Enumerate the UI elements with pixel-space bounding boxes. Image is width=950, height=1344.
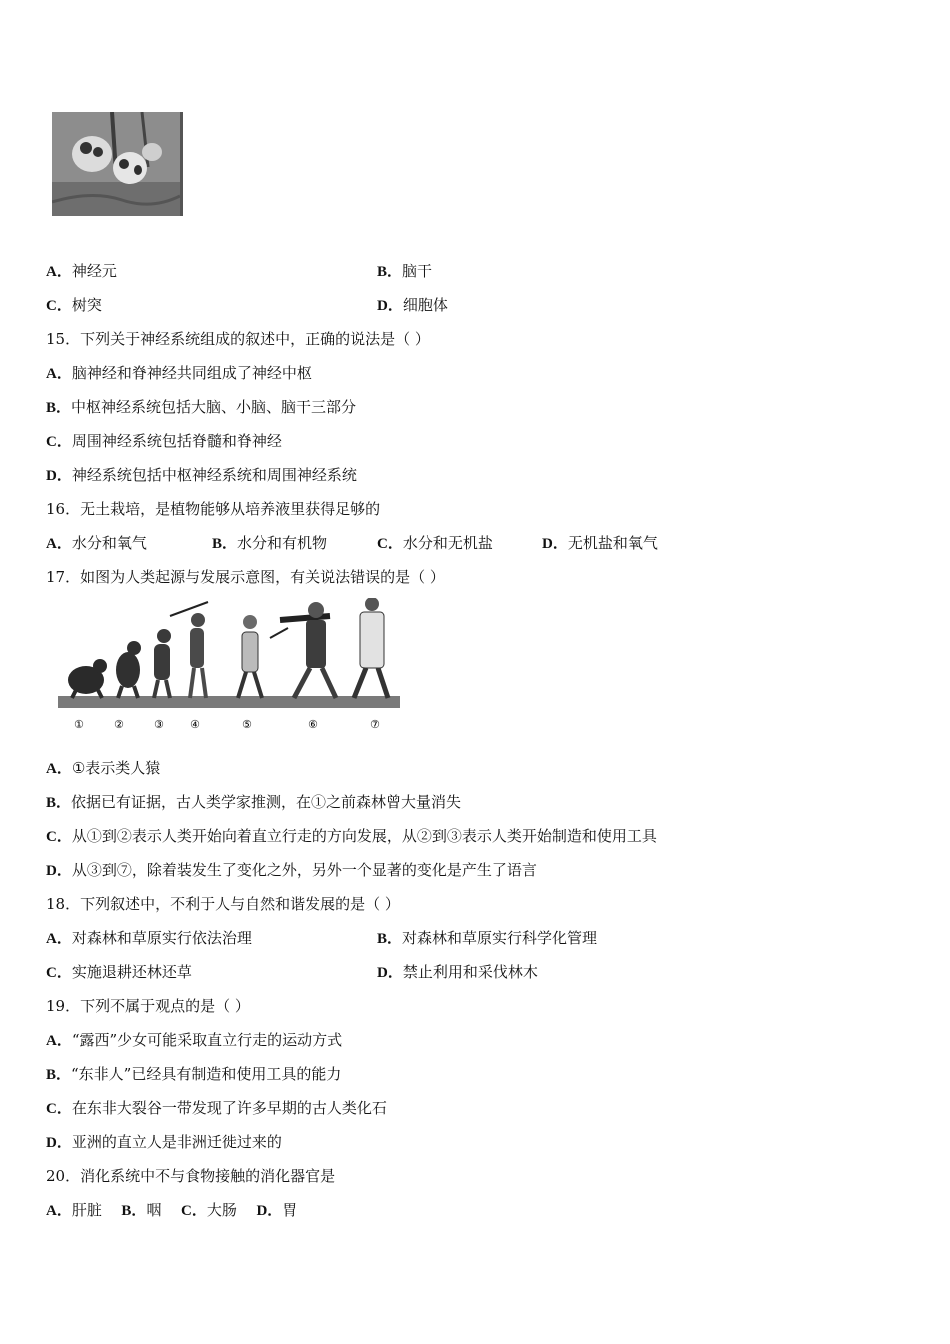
q18-option-a[interactable]: A．对森林和草原实行依法治理 xyxy=(46,929,252,947)
q16-option-b[interactable]: B．水分和有机物 xyxy=(212,534,328,552)
q14-option-b[interactable]: B．脑干 xyxy=(377,262,433,280)
q17-figure-human-evolution xyxy=(58,598,400,734)
q17-option-d[interactable]: D．从③到⑦，除着装发生了变化之外，另外一个显著的变化是产生了语言 xyxy=(46,861,537,879)
q15-option-b[interactable]: B．中枢神经系统包括大脑、小脑、脑干三部分 xyxy=(46,398,357,416)
q20-stem: 20．消化系统中不与食物接触的消化器官是 xyxy=(46,1167,336,1185)
q16-stem: 16．无土栽培，是植物能够从培养液里获得足够的 xyxy=(46,500,381,518)
q14-option-c[interactable]: C．树突 xyxy=(46,296,102,314)
q17-option-a[interactable]: A．①表示类人猿 xyxy=(46,759,161,777)
q15-option-d[interactable]: D．神经系统包括中枢神经系统和周围神经系统 xyxy=(46,466,357,484)
q19-stem: 19．下列不属于观点的是（ ） xyxy=(46,997,250,1015)
evo-label-7: ⑦ xyxy=(370,718,380,731)
q19-option-b[interactable]: B．“东非人”已经具有制造和使用工具的能力 xyxy=(46,1065,342,1083)
q19-option-d[interactable]: D．亚洲的直立人是非洲迁徙过来的 xyxy=(46,1133,282,1151)
evo-label-3: ③ xyxy=(154,718,164,731)
q16-option-d[interactable]: D．无机盐和氧气 xyxy=(542,534,658,552)
q20-option-d[interactable]: D．胃 xyxy=(256,1201,298,1219)
evo-label-1: ① xyxy=(74,718,84,731)
q18-option-c[interactable]: C．实施退耕还林还草 xyxy=(46,963,192,981)
q15-option-a[interactable]: A．脑神经和脊神经共同组成了神经中枢 xyxy=(46,364,312,382)
q16-option-a[interactable]: A．水分和氧气 xyxy=(46,534,147,552)
q14-option-a[interactable]: A．神经元 xyxy=(46,262,117,280)
evo-label-6: ⑥ xyxy=(308,718,318,731)
q17-option-b[interactable]: B．依据已有证据，古人类学家推测，在①之前森林曾大量消失 xyxy=(46,793,462,811)
q18-option-b[interactable]: B．对森林和草原实行科学化管理 xyxy=(377,929,598,947)
q20-option-a[interactable]: A．肝脏 xyxy=(46,1201,102,1219)
evo-label-5: ⑤ xyxy=(242,718,252,731)
evo-label-4: ④ xyxy=(190,718,200,731)
q20-options-row xyxy=(46,1200,297,1221)
q16-option-c[interactable]: C．水分和无机盐 xyxy=(377,534,493,552)
q14-figure-photo xyxy=(52,112,183,216)
q19-option-c[interactable]: C．在东非大裂谷一带发现了许多早期的古人类化石 xyxy=(46,1099,387,1117)
neuron-photo-graphic xyxy=(52,112,180,216)
q18-option-d[interactable]: D．禁止利用和采伐林木 xyxy=(377,963,538,981)
q18-stem: 18．下列叙述中，不利于人与自然和谐发展的是（ ） xyxy=(46,895,400,913)
q15-stem: 15．下列关于神经系统组成的叙述中，正确的说法是（ ） xyxy=(46,330,430,348)
q17-stem: 17．如图为人类起源与发展示意图，有关说法错误的是（ ） xyxy=(46,568,445,586)
q14-option-row-1 xyxy=(46,261,117,282)
q14-option-d[interactable]: D．细胞体 xyxy=(377,296,448,314)
evo-label-2: ② xyxy=(114,718,124,731)
q20-option-b[interactable]: B．咽 xyxy=(121,1201,162,1219)
q17-option-c[interactable]: C．从①到②表示人类开始向着直立行走的方向发展，从②到③表示人类开始制造和使用工具 xyxy=(46,827,657,845)
q19-option-a[interactable]: A．“露西”少女可能采取直立行走的运动方式 xyxy=(46,1031,343,1049)
q20-option-c[interactable]: C．大肠 xyxy=(181,1201,237,1219)
human-evolution-graphic xyxy=(58,598,400,734)
q15-option-c[interactable]: C．周围神经系统包括脊髓和脊神经 xyxy=(46,432,282,450)
